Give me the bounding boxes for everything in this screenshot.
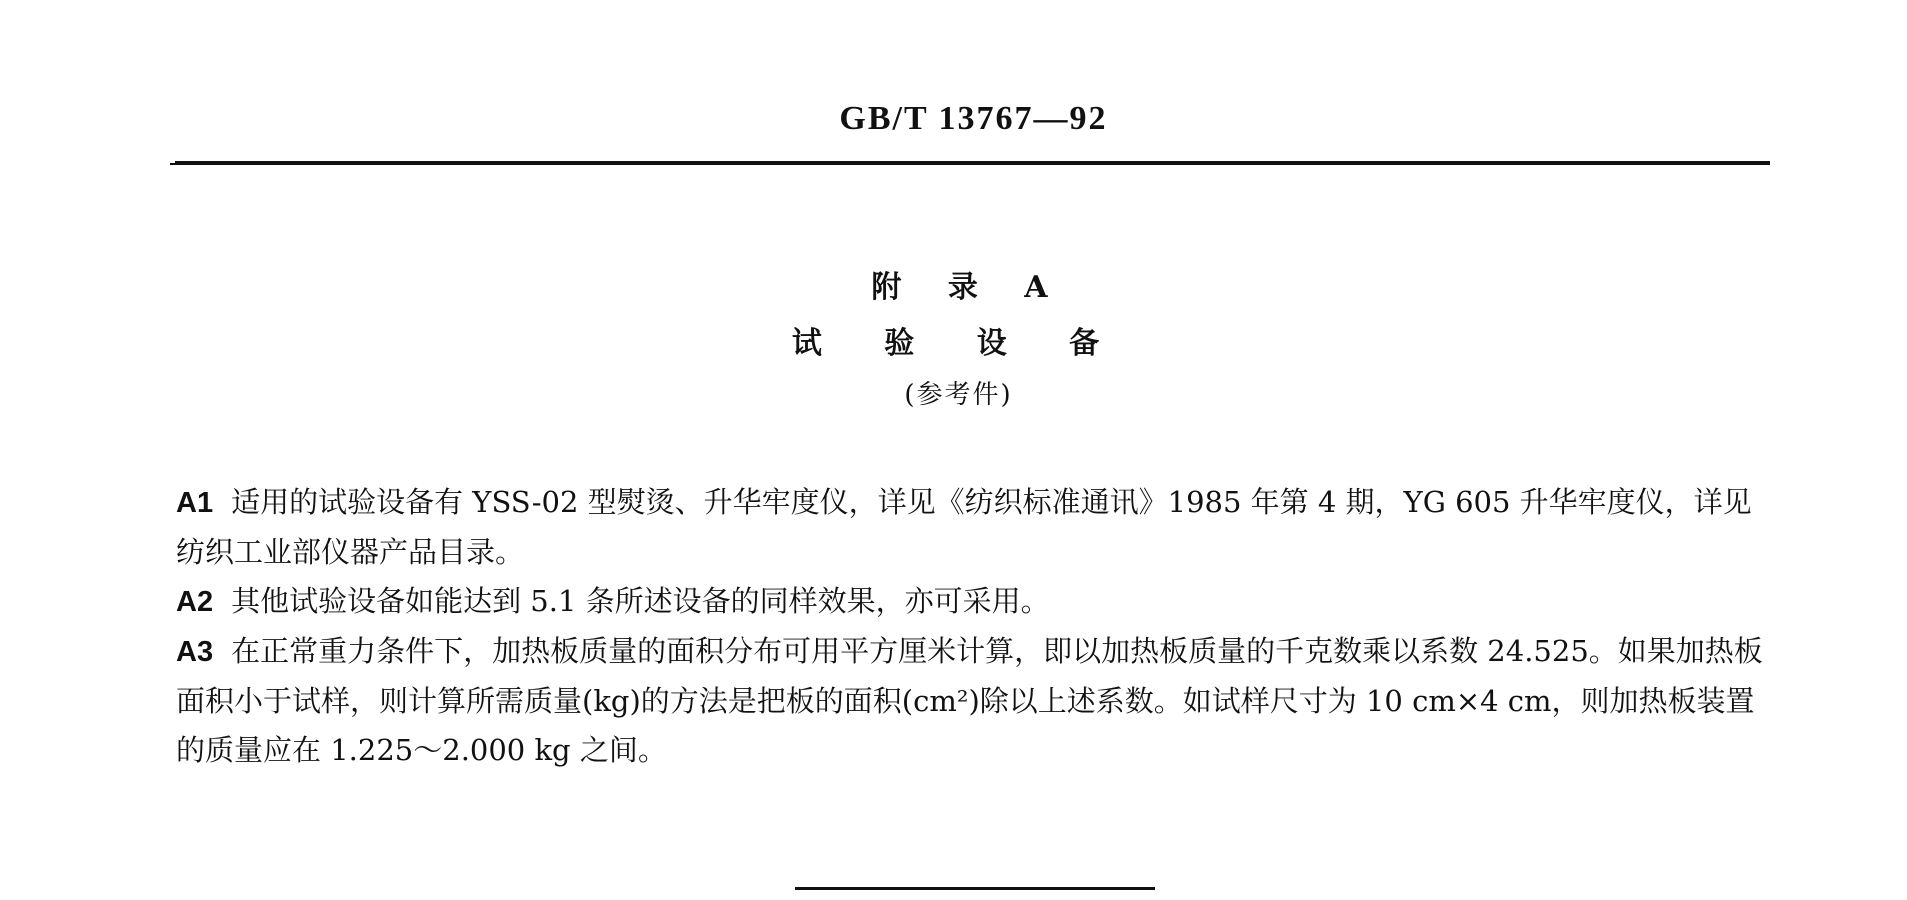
paragraph-label: A1 [176, 487, 214, 519]
appendix-subtitle: 试 验 设 备 [791, 326, 1126, 361]
paragraph-label: A3 [176, 636, 214, 668]
header-rule [175, 161, 1770, 165]
paragraph-text: 在正常重力条件下，加热板质量的面积分布可用平方厘米计算，即以加热板质量的千克数乘以系数 24.525。如果加热板面积小于试样，则计算所需质量(kg)的方法是把板的面积(cm²)除以上述系数。如试样尺寸为 10 cm×4 cm，则加热板装置的质量应在 1.225～2.000 kg 之间。 [176, 634, 1763, 767]
appendix-note: (参考件) [904, 380, 1013, 410]
footer-rule [795, 887, 1155, 890]
paragraph-a3 [176, 627, 1776, 775]
appendix-title: 附 录 A [871, 270, 1066, 305]
appendix-body [176, 478, 1776, 775]
paragraph-a1 [176, 478, 1776, 577]
paragraph-text: 其他试验设备如能达到 5.1 条所述设备的同样效果，亦可采用。 [231, 584, 1050, 618]
paragraph-a2 [176, 577, 1776, 627]
standard-code-header: GB/T 13767—92 [839, 100, 1108, 137]
paragraph-text: 适用的试验设备有 YSS-02 型熨烫、升华牢度仪，详见《纺织标准通讯》1985 年第 4 期，YG 605 升华牢度仪，详见纺织工业部仪器产品目录。 [176, 485, 1752, 569]
paragraph-label: A2 [176, 586, 214, 618]
